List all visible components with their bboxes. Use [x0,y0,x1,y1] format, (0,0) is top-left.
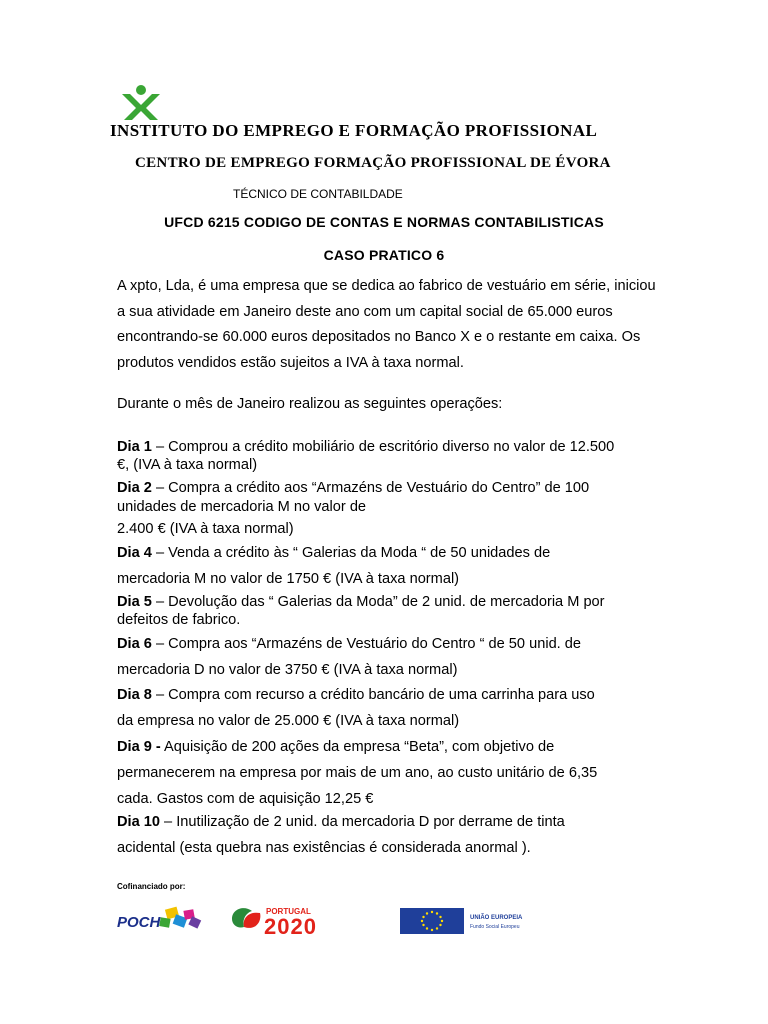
operation-text: mercadoria D no valor de 3750 € (IVA à taxa normal) [117,661,458,678]
operation-day: Dia 6 [117,636,152,652]
operation-day: Dia 5 [117,594,152,610]
operation-text: permanecerem na empresa por mais de um ano, ao custo unitário de 6,35 [117,765,598,781]
operation-day: Dia 9 - [117,739,161,755]
operation-text: Aquisição de 200 ações da empresa “Beta”, com objetivo de [160,739,555,755]
operation-text: – Compra a crédito aos “Armazéns de Vestuário do Centro” de 100 [151,480,590,496]
operation-text: – Compra aos “Armazéns de Vestuário do Centro “ de 50 unid. de [151,636,582,652]
svg-text:POCH: POCH [117,914,161,931]
operation-text: cada. Gastos com de aquisição 12,25 € [117,791,374,807]
operation-item [117,479,667,516]
operation-text: – Comprou a crédito mobiliário de escritório diverso no valor de 12.500 [151,439,615,455]
svg-text:PORTUGAL: PORTUGAL [266,907,311,916]
operation-day: Dia 2 [117,480,152,496]
operation-item [117,541,667,592]
operation-item [117,594,667,629]
operation-text: da empresa no valor de 25.000 € (IVA à taxa normal) [117,712,460,729]
operation-item [117,632,667,683]
operation-text: – Compra com recurso a crédito bancário de uma carrinha para uso [151,687,595,703]
operation-item-continued [117,520,667,538]
operation-text: – Venda a crédito às “ Galerias da Moda “ de 50 unidades de [151,545,551,561]
operation-text: defeitos de fabrico. [117,611,241,628]
operation-day: Dia 10 [117,814,160,830]
operation-item [117,734,667,812]
cofinanced-label: Cofinanciado por: [117,882,186,891]
course-name: TÉCNICO DE CONTABILDADE [233,187,403,201]
center-title: CENTRO DE EMPREGO FORMAÇÃO PROFISSIONAL DE ÉVORA [135,155,611,171]
operation-text: – Inutilização de 2 unid. da mercadoria D por derrame de tinta [160,814,565,830]
operation-day: Dia 8 [117,687,152,703]
operation-text: – Devolução das “ Galerias da Moda” de 2 unid. de mercadoria M por [151,594,605,610]
operation-text: 2.400 € (IVA à taxa normal) [117,521,294,537]
portugal-2020-logo [230,905,374,935]
iefp-logo-icon [118,84,164,124]
institute-title: INSTITUTO DO EMPREGO E FORMAÇÃO PROFISSIONAL [110,121,598,140]
case-title: CASO PRATICO 6 [323,247,445,263]
svg-text:2020: 2020 [264,914,317,935]
operation-item [117,810,667,861]
poch-logo [116,906,204,932]
ufcd-title: UFCD 6215 CODIGO DE CONTAS E NORMAS CONTABILISTICAS [164,214,604,230]
operation-item [117,683,667,734]
intro-paragraph: A xpto, Lda, é uma empresa que se dedica ao fabrico de vestuário em série, iniciou a sua atividade em Janeiro deste ano com um capital social de 65.000 euros encontrando-se 60.000 euros depositados no Banco X e o restante em caixa. Os produtos vendidos estão sujeitos a IVA à taxa normal. [117,278,656,371]
operation-text: €, (IVA à taxa normal) [117,457,258,473]
operation-day: Dia 4 [117,545,152,561]
operation-text: unidades de mercadoria M no valor de [117,498,367,515]
operation-text: acidental (esta quebra nas existências é considerada anormal ). [117,839,531,856]
operations-lead: Durante o mês de Janeiro realizou as seguintes operações: [117,396,503,412]
operation-day: Dia 1 [117,439,152,455]
svg-text:UNIÃO EUROPEIA: UNIÃO EUROPEIA [470,915,523,921]
operation-text: mercadoria M no valor de 1750 € (IVA à taxa normal) [117,570,460,587]
operation-item [117,438,667,474]
eu-flag-logo [400,908,540,934]
svg-text:Fundo Social Europeu: Fundo Social Europeu [470,924,520,930]
